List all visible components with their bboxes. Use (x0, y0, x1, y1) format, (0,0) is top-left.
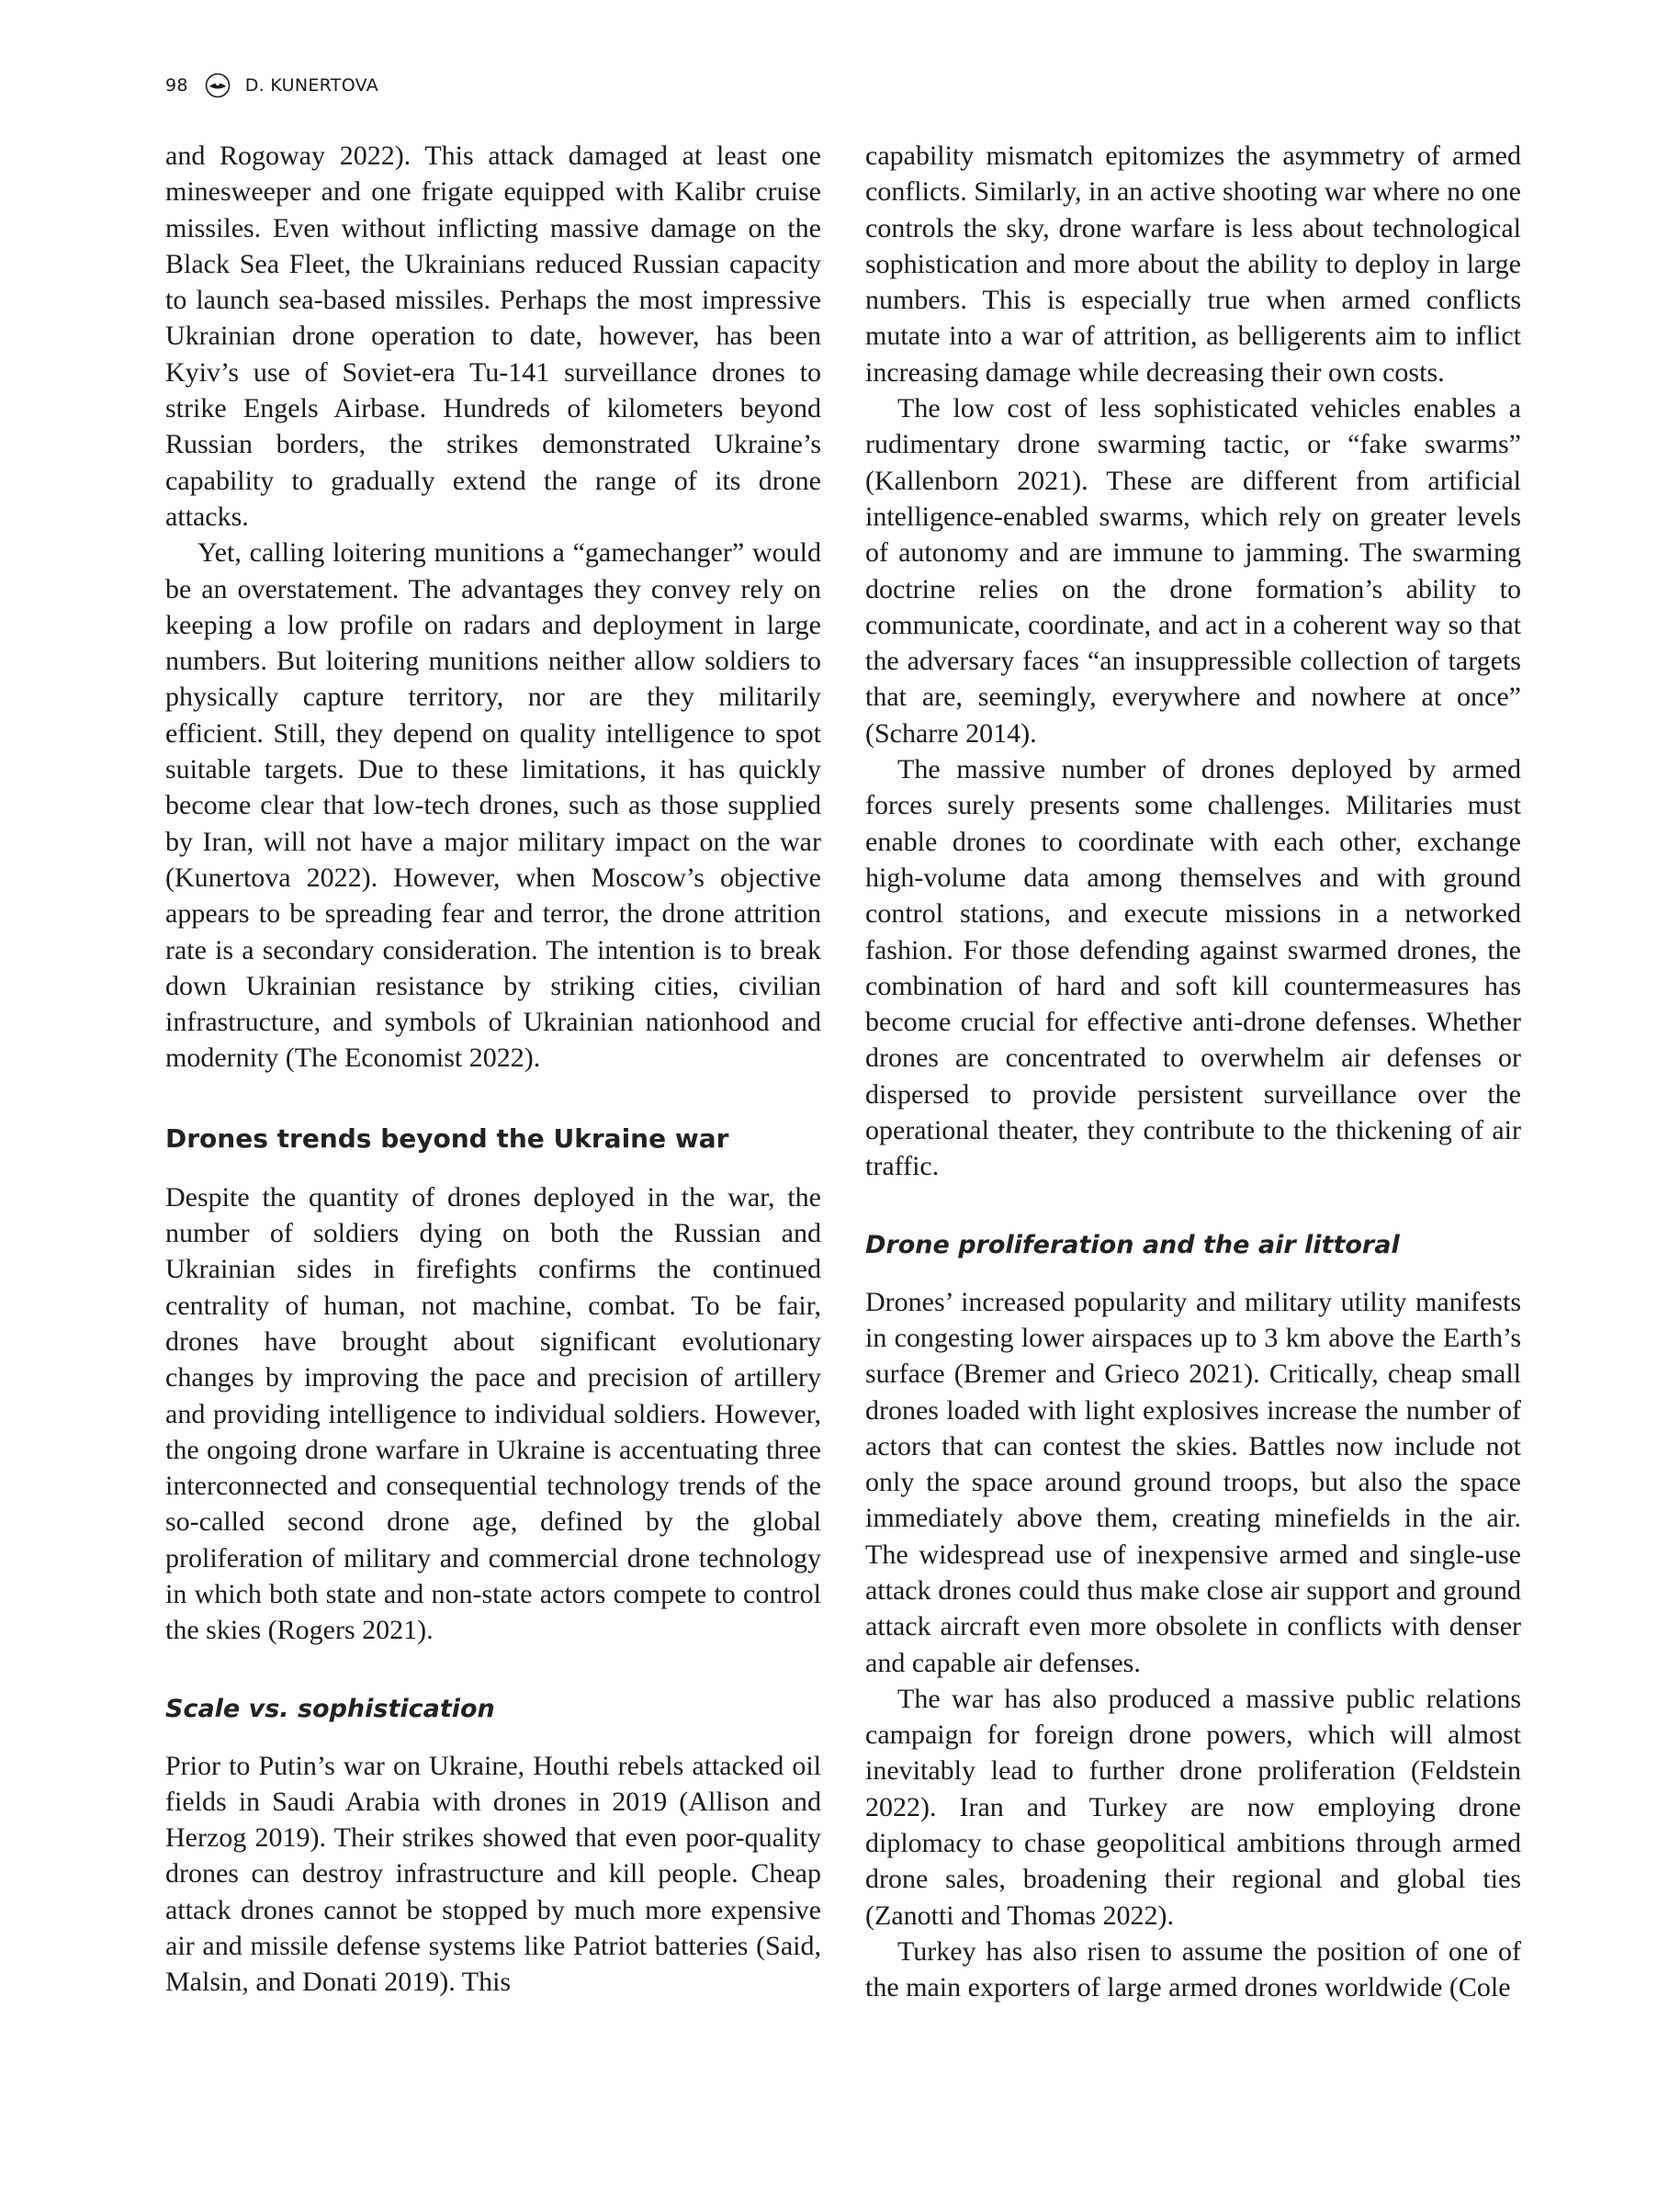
publisher-logo-icon (205, 73, 231, 98)
paragraph: The war has also produced a massive public relations campaign for foreign drone powers, which will almost inevitably lead to further drone proliferation (Feldstein 2022). Iran and Turkey are now employing drone diplomacy to chase geopolitical ambitions through armed drone sales, broadening their regional and global ties (Zanotti and Thomas 2022). (865, 1683, 1521, 1931)
subsection-heading: Scale vs. sophistication (165, 1694, 495, 1723)
paragraph: The massive number of drones deployed by armed forces surely presents some challenges. Militaries must enable drones to coordinate with each other, exchange high-volume data among themselves and with ground control stations, and execute missions in a networked fashion. For those defending against swarmed drones, the combination of hard and soft kill countermeasures has become crucial for effective anti-drone defenses. Whether drones are concentrated to overwhelm air defenses or dispersed to provide persistent surveillance over the operational theater, they contribute to the thickening of air traffic. (865, 754, 1521, 1182)
running-header (165, 72, 378, 99)
left-column (165, 138, 821, 2001)
paragraph: Turkey has also risen to assume the position of one of the main exporters of large armed drones worldwide (Cole (865, 1935, 1521, 2003)
paragraph: Yet, calling loitering munitions a “gamechanger” would be an overstatement. The advantages they convey rely on keeping a low profile on radars and deployment in large numbers. But loitering munitions neither allow soldiers to physically capture territory, nor are they militarily efficient. Still, they depend on quality intelligence to spot suitable targets. Due to these limitations, it has quickly become clear that low-tech drones, such as those supplied by Iran, will not have a major military impact on the war (Kunertova 2022). However, when Moscow’s objective appears to be spreading fear and terror, the drone attrition rate is a secondary consideration. The intention is to break down Ukrainian resistance by striking cities, civilian infrastructure, and symbols of Ukrainian nationhood and modernity (The Economist 2022). (165, 537, 821, 1074)
subsection-heading: Drone proliferation and the air littoral (865, 1230, 1400, 1259)
paragraph: Drones’ increased popularity and military utility manifests in congesting lower airspaces up to 3 km above the Earth’s surface (Bremer and Grieco 2021). Critically, cheap small drones loaded with light explosives increase the number of actors that can contest the skies. Battles now include not only the space around ground troops, but also the space immediately above them, creating minefields in the air. The widespread use of inexpensive armed and single-use attack drones could thus make close air support and ground attack aircraft even more obsolete in conflicts with denser and capable air defenses. (865, 1286, 1521, 1678)
paragraph: Prior to Putin’s war on Ukraine, Houthi rebels attacked oil fields in Saudi Arabia with drones in 2019 (Allison and Herzog 2019). Their strikes showed that even poor-quality drones can destroy infrastructure and kill people. Cheap attack drones cannot be stopped by much more expensive air and missile defense systems like Patriot batteries (Said, Malsin, and Donati 2019). This (165, 1750, 821, 1998)
paragraph: and Rogoway 2022). This attack damaged at least one minesweeper and one frigate equipped with Kalibr cruise missiles. Even without inflicting massive damage on the Black Sea Fleet, the Ukrainians reduced Russian capacity to launch sea-based missiles. Perhaps the most impressive Ukrainian drone operation to date, however, has been Kyiv’s use of Soviet-era Tu-141 surveillance drones to strike Engels Airbase. Hundreds of kilometers beyond Russian borders, the strikes demonstrated Ukraine’s capability to gradually extend the range of its drone attacks. (165, 141, 821, 532)
section-heading: Drones trends beyond the Ukraine war (165, 1122, 729, 1154)
page-number: 98 (165, 75, 188, 96)
paragraph: Despite the quantity of drones deployed in the war, the number of soldiers dying on both the Russian and Ukrainian sides in firefights confirms the continued centrality of human, not machine, combat. To be fair, drones have brought about significant evolutionary changes by improving the pace and precision of artillery and providing intelligence to individual soldiers. However, the ongoing drone warfare in Ukraine is accentuating three interconnected and consequential technology trends of the so-called second drone age, defined by the global proliferation of military and commercial drone technology in which both state and non-state actors compete to control the skies (Rogers 2021). (165, 1181, 821, 1646)
right-column (865, 138, 1521, 2006)
paragraph: capability mismatch epitomizes the asymmetry of armed conflicts. Similarly, in an active shooting war where no one controls the sky, drone warfare is less about technological sophistication and more about the ability to deploy in large numbers. This is especially true when armed conflicts mutate into a war of attrition, as belligerents aim to inflict increasing damage while decreasing their own costs. (865, 141, 1521, 388)
author-name: D. KUNERTOVA (244, 75, 378, 96)
paragraph: The low cost of less sophisticated vehicles enables a rudimentary drone swarming tactic, or “fake swarms” (Kallenborn 2021). These are different from artificial intelligence-enabled swarms, which rely on greater levels of autonomy and are immune to jamming. The swarming doctrine relies on the drone formation’s ability to communicate, coordinate, and act in a coherent way so that the adversary faces “an insuppressible collection of targets that are, seemingly, everywhere and nowhere at once” (Scharre 2014). (865, 393, 1521, 749)
